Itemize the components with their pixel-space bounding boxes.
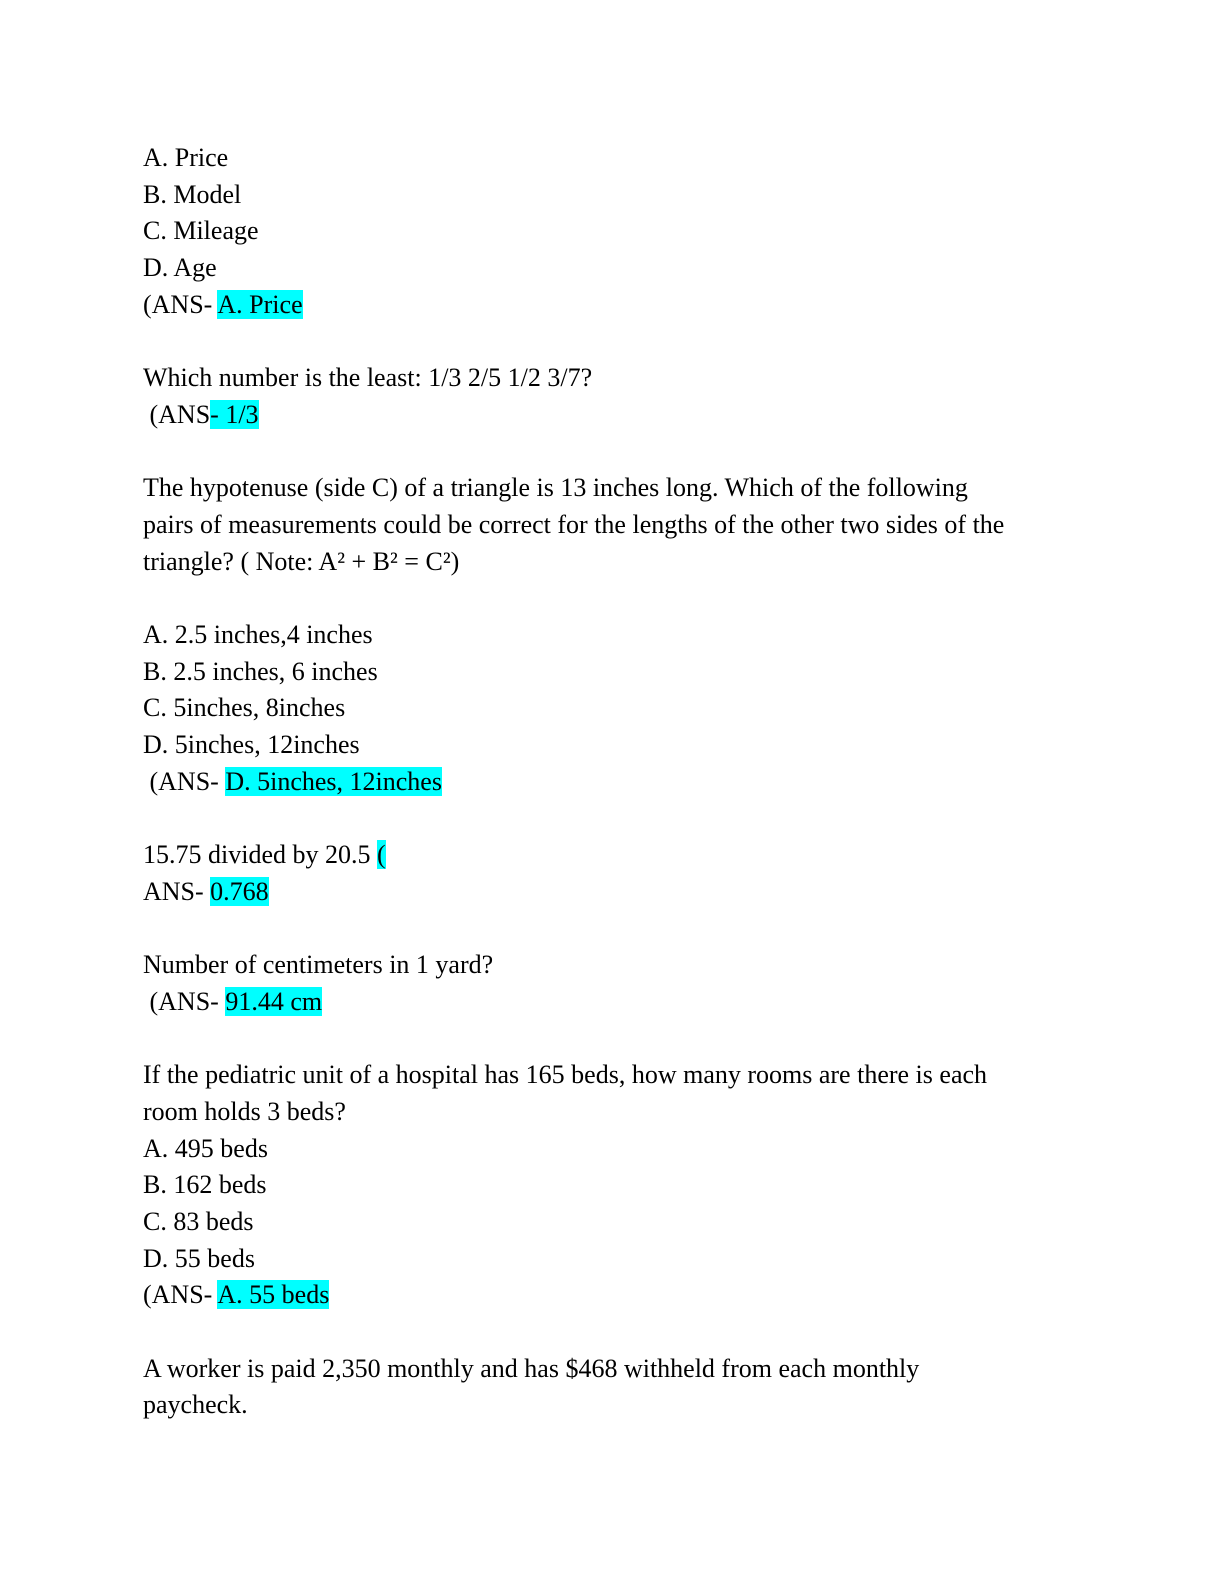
question-text: Number of centimeters in 1 yard? [143,950,494,980]
option-a: A. 2.5 inches,4 inches [143,619,373,649]
answer-highlight: ( [377,840,386,870]
answer-prefix: (ANS- [143,986,226,1016]
answer-highlight: D. 5inches, 12inches [225,766,442,796]
option-d: D. 55 beds [143,1243,255,1273]
answer-highlight: - 1/3 [210,399,259,429]
question-text: If the pediatric unit of a hospital has 165 beds, how many rooms are there is each [143,1060,988,1090]
question-text: triangle? ( Note: A² + B² = C²) [143,546,460,576]
answer-prefix: ANS- [143,876,211,906]
answer-prefix: (ANS- [143,1280,218,1310]
answer-line [143,287,1083,324]
answer-highlight: 0.768 [210,876,269,906]
option-b: B. 2.5 inches, 6 inches [143,656,378,686]
answer-line [143,1277,1083,1314]
option-b: B. Model [143,179,242,209]
option-a: A. Price [143,143,229,172]
option-a: A. 495 beds [143,1133,268,1163]
question-text [143,837,1083,874]
answer-prefix: (ANS [143,399,211,429]
document-body [143,140,1083,1424]
question-text: Which number is the least: 1/3 2/5 1/2 3/7? [143,363,593,393]
option-c: C. Mileage [143,216,259,246]
question-text: room holds 3 beds? [143,1096,346,1126]
answer-prefix: (ANS- [143,766,226,796]
answer-line [143,764,1083,801]
question-text: A worker is paid 2,350 monthly and has $468 withheld from each monthly [143,1353,920,1383]
answer-prefix: (ANS- [143,289,218,319]
question-text: The hypotenuse (side C) of a triangle is 13 inches long. Which of the following [143,473,968,503]
option-c: C. 5inches, 8inches [143,693,346,723]
question-text: paycheck. [143,1390,248,1420]
answer-highlight: 91.44 cm [225,986,323,1016]
answer-line [143,984,1083,1021]
option-d: D. 5inches, 12inches [143,730,360,759]
answer-highlight: A. 55 beds [217,1280,330,1310]
option-b: B. 162 beds [143,1170,267,1200]
answer-highlight: A. Price [217,289,303,319]
question-text: pairs of measurements could be correct for the lengths of the other two sides of the [143,509,1005,539]
question-body: 15.75 divided by 20.5 [143,840,377,870]
option-c: C. 83 beds [143,1206,254,1236]
answer-line [143,874,1083,911]
answer-line [143,397,1083,434]
option-d: D. Age [143,253,217,283]
